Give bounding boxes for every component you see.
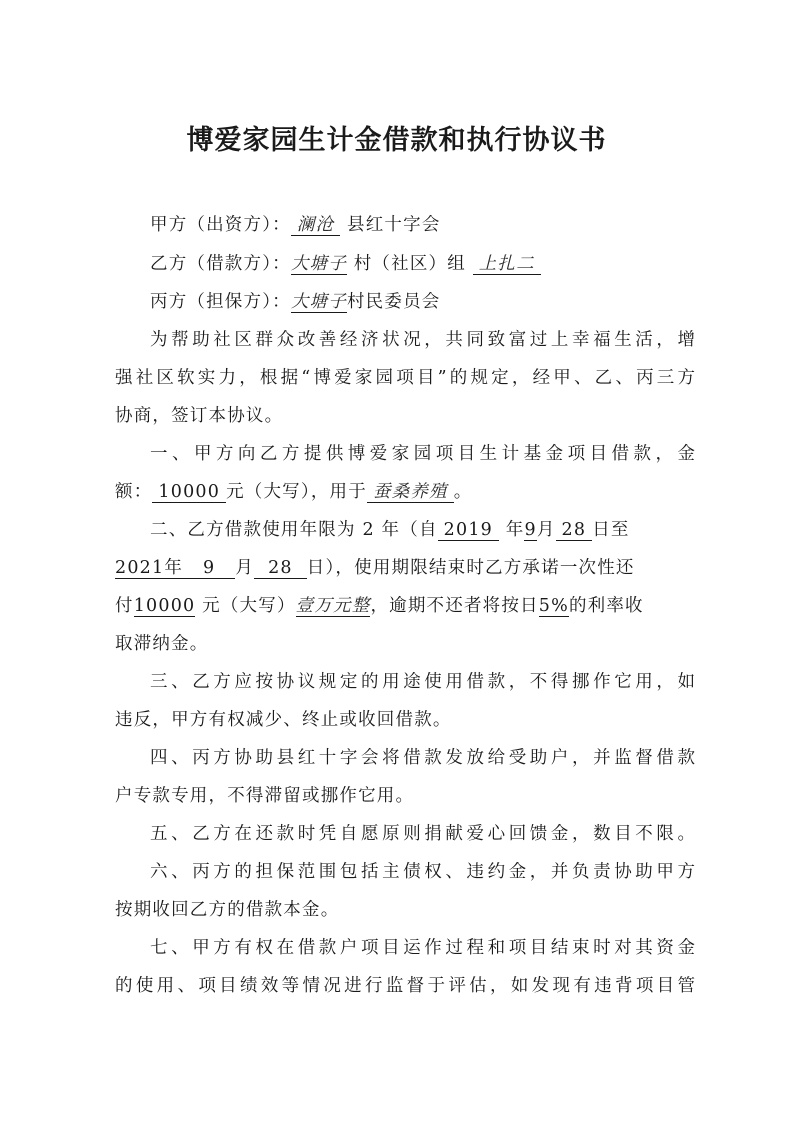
clause2-pay: 付 [115,596,134,616]
clause2-to: 日至 [592,520,630,540]
party-b-label: 乙方（借款方）： [150,254,291,274]
start-day: 28 [556,520,593,541]
repay-amount: 10000 [133,596,196,616]
clause2-late-text: ，逾期不还者将按日 [370,596,539,616]
clause7-line-2: 的使用、项目绩效等情况进行监督于评估，如发现有违背项目管 [115,976,695,996]
party-b-village: 大塘子 [290,254,347,274]
year-unit: 年 [505,520,525,540]
party-a-label: 甲方（出资方）： [150,215,291,235]
intro-line-2: 强社区软实力，根据“博爱家园项目”的规定，经甲、乙、丙三方 [115,368,695,388]
party-c-village: 大塘子 [290,292,347,312]
clause1-line-1: 一、甲方向乙方提供博爱家园项目生计基金项目借款，金 [150,444,695,464]
party-c-label: 丙方（担保方）： [150,292,291,312]
loan-amount: 10000 [152,482,226,503]
party-c-line [150,290,730,314]
clause1-line-2 [115,480,695,504]
start-year: 2019 [438,520,499,541]
party-b-line [150,252,730,276]
clause6-line-1: 六、丙方的担保范围包括主债权、违约金，并负责协助甲方 [150,862,695,882]
loan-purpose: 蚕桑养殖 [367,482,454,503]
repay-capital: 壹万元整 [295,596,371,616]
party-a-name: 澜沧 [291,215,340,236]
month-unit: 月 [536,520,556,540]
clause2-rate-text: 的利率收 [568,596,644,616]
clause2-line-2 [115,556,695,580]
clause4-line-2: 户专款专用，不得滞留或挪作它用。 [115,786,415,806]
party-a-line [150,213,730,237]
start-month: 9 [524,520,537,540]
end-month: 9 [183,558,235,579]
clause4-line-1: 四、丙方协助县红十字会将借款发放给受助户，并监督借款 [150,748,695,768]
intro-line-1: 为帮助社区群众改善经济状况，共同致富过上幸福生活，增 [150,330,695,350]
clause2-capital-label: 元（大写） [202,596,296,616]
clause1-end: 。 [453,482,473,502]
clause5-line-1: 五、乙方在还款时凭自愿原则捐献爱心回馈金，数目不限。 [150,824,695,844]
page-title: 博爱家园生计金借款和执行协议书 [186,125,607,156]
clause1-text: 元（大写），用于 [226,482,367,502]
clause2-line-2-text: 日），使用期限结束时乙方承诺一次性还 [306,558,635,578]
late-rate: 5% [538,596,569,616]
clause6-line-2: 按期收回乙方的借款本金。 [115,900,340,920]
clause3-line-1: 三、乙方应按协议规定的用途使用借款，不得挪作它用，如 [150,672,695,692]
clause7-line-1: 七、甲方有权在借款户项目运作过程和项目结束时对其资金 [150,938,695,958]
end-year-unit: 年 [164,558,184,578]
end-year: 2021 [115,558,165,578]
intro-line-3: 协商，签订本协议。 [115,406,284,426]
party-a-suffix: 县红十字会 [347,215,441,235]
clause1-label: 额： [115,482,153,502]
clause3-line-2: 违反，甲方有权减少、终止或收回借款。 [115,710,452,730]
clause2-text: 二、乙方借款使用年限为 2 年（自 [150,520,438,540]
party-b-mid: 村（社区）组 [353,254,466,274]
party-c-suffix: 村民委员会 [346,292,441,312]
clause2-line-4: 取滞纳金。 [115,634,209,654]
clause2-line-1 [150,518,695,542]
clause2-line-3 [115,594,695,618]
end-day: 28 [254,558,307,579]
party-b-group: 上扎二 [473,254,541,275]
end-month-unit: 月 [235,558,255,578]
